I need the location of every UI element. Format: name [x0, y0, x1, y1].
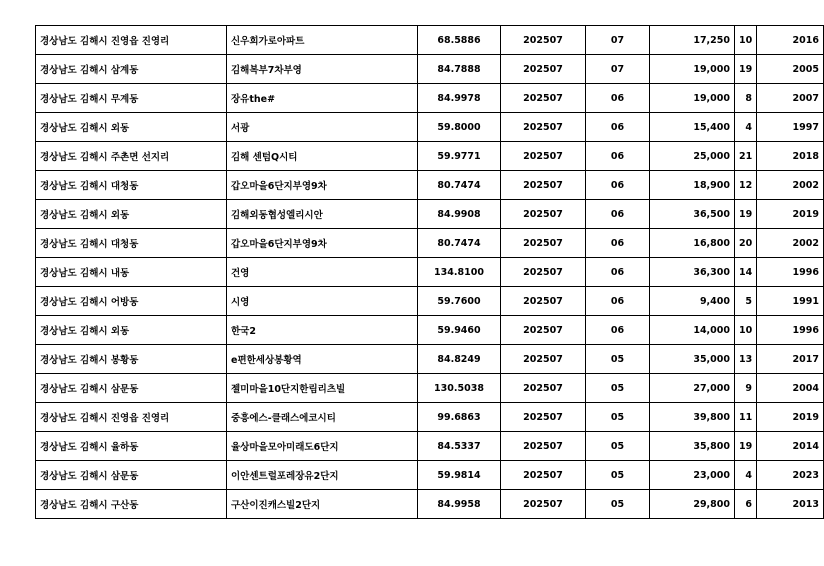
area-cell: 84.7888: [418, 55, 501, 84]
floor-cell: 8: [735, 84, 757, 113]
contract-month-cell: 202507: [501, 345, 586, 374]
contract-month-cell: 202507: [501, 229, 586, 258]
area-cell: 68.5886: [418, 26, 501, 55]
area-cell: 99.6863: [418, 403, 501, 432]
address-cell: 경상남도 김해시 봉황동: [36, 345, 227, 374]
build-year-cell: 2016: [757, 26, 824, 55]
area-cell: 130.5038: [418, 374, 501, 403]
floor-cell: 19: [735, 55, 757, 84]
complex-name-cell: 구산이진캐스빌2단지: [227, 490, 418, 519]
contract-month-cell: 202507: [501, 113, 586, 142]
build-year-cell: 1991: [757, 287, 824, 316]
complex-name-cell: 김해 센텀Q시티: [227, 142, 418, 171]
table-row: [36, 142, 824, 171]
complex-name-cell: 건영: [227, 258, 418, 287]
floor-cell: 12: [735, 171, 757, 200]
price-cell: 23,000: [650, 461, 735, 490]
contract-day-cell: 06: [586, 258, 650, 287]
build-year-cell: 1997: [757, 113, 824, 142]
price-cell: 35,800: [650, 432, 735, 461]
address-cell: 경상남도 김해시 외동: [36, 316, 227, 345]
area-cell: 84.9958: [418, 490, 501, 519]
contract-month-cell: 202507: [501, 55, 586, 84]
table-row: [36, 287, 824, 316]
build-year-cell: 2005: [757, 55, 824, 84]
price-cell: 16,800: [650, 229, 735, 258]
price-cell: 19,000: [650, 55, 735, 84]
transaction-table: [35, 25, 824, 519]
complex-name-cell: 갑오마을6단지부영9차: [227, 229, 418, 258]
floor-cell: 20: [735, 229, 757, 258]
table-row: [36, 490, 824, 519]
build-year-cell: 2023: [757, 461, 824, 490]
price-cell: 36,300: [650, 258, 735, 287]
address-cell: 경상남도 김해시 대청동: [36, 171, 227, 200]
contract-day-cell: 06: [586, 287, 650, 316]
contract-month-cell: 202507: [501, 200, 586, 229]
address-cell: 경상남도 김해시 율하동: [36, 432, 227, 461]
contract-day-cell: 05: [586, 432, 650, 461]
area-cell: 59.9814: [418, 461, 501, 490]
complex-name-cell: 신우희가로아파트: [227, 26, 418, 55]
contract-day-cell: 07: [586, 55, 650, 84]
address-cell: 경상남도 김해시 어방동: [36, 287, 227, 316]
complex-name-cell: 한국2: [227, 316, 418, 345]
table-row: [36, 403, 824, 432]
contract-day-cell: 06: [586, 171, 650, 200]
floor-cell: 11: [735, 403, 757, 432]
floor-cell: 4: [735, 461, 757, 490]
price-cell: 25,000: [650, 142, 735, 171]
table-row: [36, 374, 824, 403]
address-cell: 경상남도 김해시 진영읍 진영리: [36, 26, 227, 55]
table-row: [36, 461, 824, 490]
floor-cell: 21: [735, 142, 757, 171]
complex-name-cell: 이안센트럴포레장유2단지: [227, 461, 418, 490]
contract-day-cell: 06: [586, 142, 650, 171]
area-cell: 80.7474: [418, 229, 501, 258]
build-year-cell: 2007: [757, 84, 824, 113]
area-cell: 84.9978: [418, 84, 501, 113]
contract-day-cell: 05: [586, 345, 650, 374]
table-row: [36, 84, 824, 113]
area-cell: 84.5337: [418, 432, 501, 461]
contract-day-cell: 07: [586, 26, 650, 55]
table-row: [36, 345, 824, 374]
table-row: [36, 55, 824, 84]
address-cell: 경상남도 김해시 내동: [36, 258, 227, 287]
contract-month-cell: 202507: [501, 432, 586, 461]
contract-month-cell: 202507: [501, 403, 586, 432]
table-body: [36, 26, 824, 519]
floor-cell: 4: [735, 113, 757, 142]
build-year-cell: 2019: [757, 403, 824, 432]
complex-name-cell: 서광: [227, 113, 418, 142]
floor-cell: 10: [735, 316, 757, 345]
contract-day-cell: 06: [586, 200, 650, 229]
price-cell: 19,000: [650, 84, 735, 113]
build-year-cell: 2004: [757, 374, 824, 403]
price-cell: 39,800: [650, 403, 735, 432]
price-cell: 36,500: [650, 200, 735, 229]
complex-name-cell: 김해외동협성엘리시안: [227, 200, 418, 229]
address-cell: 경상남도 김해시 외동: [36, 113, 227, 142]
complex-name-cell: 율상마을모아미래도6단지: [227, 432, 418, 461]
table-row: [36, 26, 824, 55]
address-cell: 경상남도 김해시 진영읍 진영리: [36, 403, 227, 432]
floor-cell: 19: [735, 200, 757, 229]
price-cell: 9,400: [650, 287, 735, 316]
contract-day-cell: 06: [586, 84, 650, 113]
price-cell: 29,800: [650, 490, 735, 519]
table-row: [36, 113, 824, 142]
address-cell: 경상남도 김해시 무계동: [36, 84, 227, 113]
build-year-cell: 2019: [757, 200, 824, 229]
contract-month-cell: 202507: [501, 374, 586, 403]
floor-cell: 10: [735, 26, 757, 55]
build-year-cell: 1996: [757, 316, 824, 345]
area-cell: 84.9908: [418, 200, 501, 229]
price-cell: 18,900: [650, 171, 735, 200]
contract-day-cell: 05: [586, 490, 650, 519]
area-cell: 59.9460: [418, 316, 501, 345]
contract-day-cell: 05: [586, 461, 650, 490]
contract-day-cell: 05: [586, 403, 650, 432]
floor-cell: 13: [735, 345, 757, 374]
build-year-cell: 2014: [757, 432, 824, 461]
address-cell: 경상남도 김해시 주촌면 선지리: [36, 142, 227, 171]
price-cell: 14,000: [650, 316, 735, 345]
address-cell: 경상남도 김해시 외동: [36, 200, 227, 229]
contract-month-cell: 202507: [501, 461, 586, 490]
contract-month-cell: 202507: [501, 490, 586, 519]
complex-name-cell: 갑오마을6단지부영9차: [227, 171, 418, 200]
area-cell: 134.8100: [418, 258, 501, 287]
contract-day-cell: 06: [586, 229, 650, 258]
contract-month-cell: 202507: [501, 287, 586, 316]
contract-day-cell: 05: [586, 374, 650, 403]
complex-name-cell: 젤미마을10단지한림리츠빌: [227, 374, 418, 403]
floor-cell: 19: [735, 432, 757, 461]
build-year-cell: 2018: [757, 142, 824, 171]
complex-name-cell: 시영: [227, 287, 418, 316]
price-cell: 15,400: [650, 113, 735, 142]
contract-month-cell: 202507: [501, 142, 586, 171]
contract-month-cell: 202507: [501, 316, 586, 345]
complex-name-cell: 중흥에스-클래스에코시티: [227, 403, 418, 432]
floor-cell: 5: [735, 287, 757, 316]
address-cell: 경상남도 김해시 대청동: [36, 229, 227, 258]
complex-name-cell: e편한세상봉황역: [227, 345, 418, 374]
contract-month-cell: 202507: [501, 84, 586, 113]
area-cell: 59.9771: [418, 142, 501, 171]
contract-month-cell: 202507: [501, 258, 586, 287]
area-cell: 84.8249: [418, 345, 501, 374]
table-row: [36, 316, 824, 345]
complex-name-cell: 장유the#: [227, 84, 418, 113]
contract-day-cell: 06: [586, 316, 650, 345]
build-year-cell: 2013: [757, 490, 824, 519]
complex-name-cell: 김해복부7차부영: [227, 55, 418, 84]
area-cell: 59.8000: [418, 113, 501, 142]
floor-cell: 6: [735, 490, 757, 519]
build-year-cell: 2002: [757, 171, 824, 200]
address-cell: 경상남도 김해시 구산동: [36, 490, 227, 519]
area-cell: 59.7600: [418, 287, 501, 316]
floor-cell: 14: [735, 258, 757, 287]
table-row: [36, 432, 824, 461]
address-cell: 경상남도 김해시 삼계동: [36, 55, 227, 84]
table-row: [36, 171, 824, 200]
address-cell: 경상남도 김해시 삼문동: [36, 374, 227, 403]
floor-cell: 9: [735, 374, 757, 403]
table-row: [36, 229, 824, 258]
address-cell: 경상남도 김해시 삼문동: [36, 461, 227, 490]
build-year-cell: 1996: [757, 258, 824, 287]
build-year-cell: 2017: [757, 345, 824, 374]
price-cell: 35,000: [650, 345, 735, 374]
price-cell: 17,250: [650, 26, 735, 55]
build-year-cell: 2002: [757, 229, 824, 258]
contract-month-cell: 202507: [501, 26, 586, 55]
table-row: [36, 258, 824, 287]
contract-day-cell: 06: [586, 113, 650, 142]
area-cell: 80.7474: [418, 171, 501, 200]
contract-month-cell: 202507: [501, 171, 586, 200]
price-cell: 27,000: [650, 374, 735, 403]
table-row: [36, 200, 824, 229]
